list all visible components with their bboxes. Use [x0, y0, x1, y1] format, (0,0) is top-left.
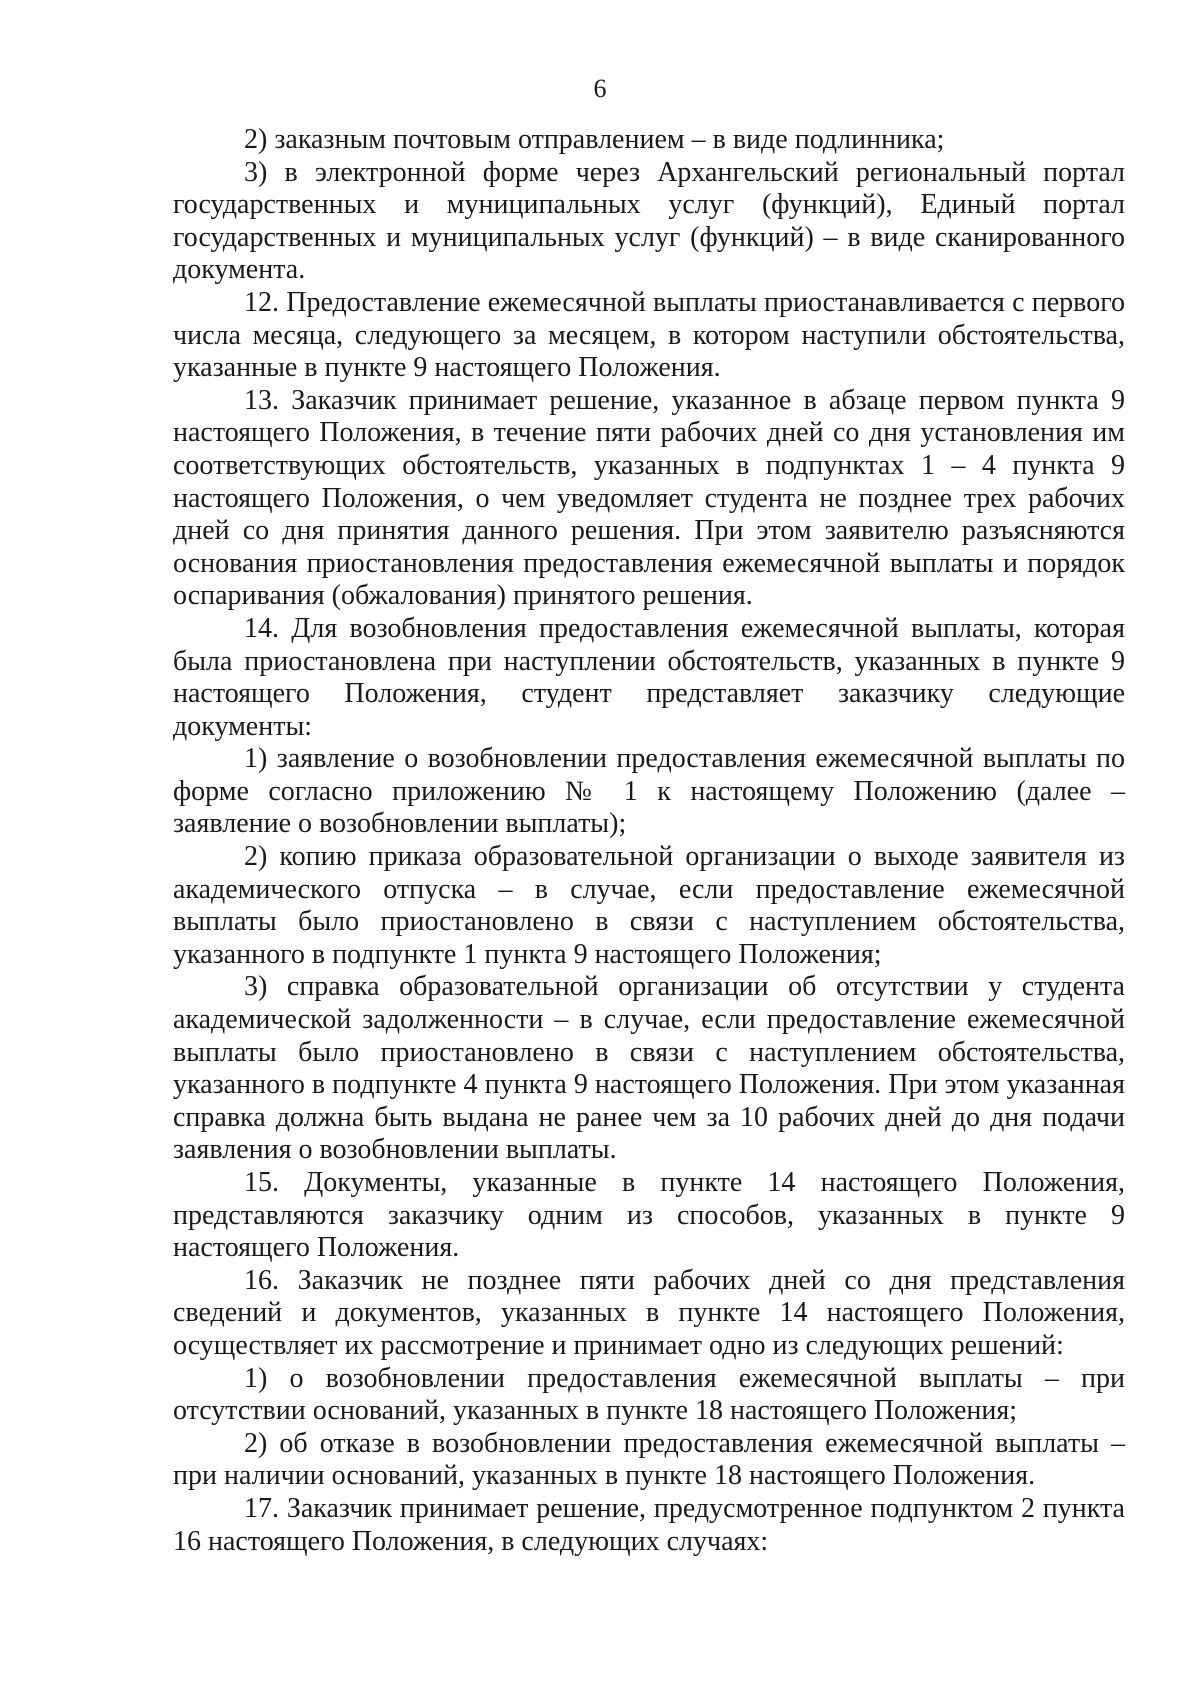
page-number: 6 [593, 74, 607, 103]
paragraph-item-3-electronic: 3) в электронной форме через Архангельский региональный портал государственных и муниципальных услуг (функций), Единый портал государственных и муниципальных услуг (функций) – в виде сканированного документа. [173, 156, 1125, 286]
paragraph-clause-14: 14. Для возобновления предоставления ежемесячной выплаты, которая была приостановлена при наступлении обстоятельств, указанных в пункте 9 настоящего Положения, студент представляет заказчику следующие документы: [173, 612, 1125, 742]
paragraph-clause-17: 17. Заказчик принимает решение, предусмотренное подпунктом 2 пункта 16 настоящего Положения, в следующих случаях: [173, 1492, 1125, 1557]
paragraph-clause-16-item-1: 1) о возобновлении предоставления ежемесячной выплаты – при отсутствии оснований, указанных в пункте 18 настоящего Положения; [173, 1362, 1125, 1427]
paragraph-clause-14-item-2: 2) копию приказа образовательной организации о выходе заявителя из академического отпуска – в случае, если предоставление ежемесячной выплаты было приостановлено в связи с наступлением обстоятельства, указанного в подпункте 1 пункта 9 настоящего Положения; [173, 841, 1125, 970]
paragraph-clause-16-item-2: 2) об отказе в возобновлении предоставления ежемесячной выплаты – при наличии оснований, указанных в пункте 18 настоящего Положения. [173, 1427, 1125, 1492]
paragraph-clause-16: 16. Заказчик не позднее пяти рабочих дней со дня представления сведений и документов, указанных в пункте 14 настоящего Положения, осуществляет их рассмотрение и принимает одно из следующих решений: [173, 1264, 1125, 1361]
paragraph-item-2-postal: 2) заказным почтовым отправлением – в виде подлинника; [244, 124, 945, 155]
paragraph-clause-14-item-1: 1) заявление о возобновлении предоставления ежемесячной выплаты по форме согласно приложению № 1 к настоящему Положению (далее – заявление о возобновлении выплаты); [173, 743, 1125, 840]
paragraph-clause-12: 12. Предоставление ежемесячной выплаты приостанавливается с первого числа месяца, следующего за месяцем, в котором наступили обстоятельства, указанные в пункте 9 настоящего Положения. [173, 286, 1125, 384]
paragraph-clause-13: 13. Заказчик принимает решение, указанное в абзаце первом пункта 9 настоящего Положения, в течение пяти рабочих дней со дня установления им соответствующих обстоятельств, указанных в подпунктах 1 – 4 пункта 9 настоящего Положения, о чем уведомляет студента не позднее трех рабочих дней со дня принятия данного решения. При этом заявителю разъясняются основания приостановления предоставления ежемесячной выплаты и порядок оспаривания (обжалования) принятого решения. [173, 384, 1125, 612]
paragraph-clause-14-item-3: 3) справка образовательной организации об отсутствии у студента академической задолженности – в случае, если предоставление ежемесячной выплаты было приостановлено в связи с наступлением обстоятельства, указанного в подпункте 4 пункта 9 настоящего Положения. При этом указанная справка должна быть выдана не ранее чем за 10 рабочих дней до дня подачи заявления о возобновлении выплаты. [173, 971, 1125, 1166]
paragraph-clause-15: 15. Документы, указанные в пункте 14 настоящего Положения, представляются заказчику одним из способов, указанных в пункте 9 настоящего Положения. [173, 1167, 1125, 1264]
document-body [173, 124, 1125, 1558]
